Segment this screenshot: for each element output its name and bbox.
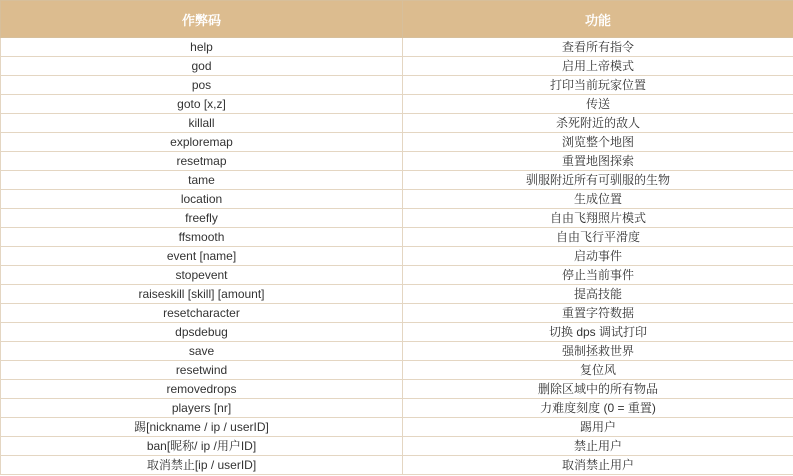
table-row bbox=[1, 247, 793, 266]
cheat-code-cell: resetcharacter bbox=[1, 304, 403, 323]
table-row bbox=[1, 380, 793, 399]
table-row bbox=[1, 304, 793, 323]
table-row bbox=[1, 361, 793, 380]
function-cell: 重置地图探索 bbox=[403, 152, 793, 171]
function-cell: 禁止用户 bbox=[403, 437, 793, 456]
cheat-code-cell: removedrops bbox=[1, 380, 403, 399]
cheat-code-cell: 踢[nickname / ip / userID] bbox=[1, 418, 403, 437]
function-cell: 力难度刻度 (0 = 重置) bbox=[403, 399, 793, 418]
cheat-code-cell: ffsmooth bbox=[1, 228, 403, 247]
function-cell: 浏览整个地图 bbox=[403, 133, 793, 152]
table-row bbox=[1, 266, 793, 285]
cheat-code-cell: event [name] bbox=[1, 247, 403, 266]
table-row bbox=[1, 114, 793, 133]
cheat-code-cell: resetmap bbox=[1, 152, 403, 171]
function-cell: 自由飞翔照片模式 bbox=[403, 209, 793, 228]
function-cell: 查看所有指令 bbox=[403, 38, 793, 57]
table-row bbox=[1, 57, 793, 76]
table-header bbox=[1, 1, 793, 38]
function-cell: 杀死附近的敌人 bbox=[403, 114, 793, 133]
function-cell: 自由飞行平滑度 bbox=[403, 228, 793, 247]
function-cell: 启动事件 bbox=[403, 247, 793, 266]
table-row bbox=[1, 456, 793, 475]
function-cell: 生成位置 bbox=[403, 190, 793, 209]
table-row bbox=[1, 437, 793, 456]
cheat-code-cell: exploremap bbox=[1, 133, 403, 152]
cheat-code-cell: save bbox=[1, 342, 403, 361]
cheat-code-cell: goto [x,z] bbox=[1, 95, 403, 114]
table-row bbox=[1, 190, 793, 209]
function-cell: 切换 dps 调试打印 bbox=[403, 323, 793, 342]
function-cell: 复位风 bbox=[403, 361, 793, 380]
table-row bbox=[1, 285, 793, 304]
cheat-code-cell: raiseskill [skill] [amount] bbox=[1, 285, 403, 304]
table-row bbox=[1, 38, 793, 57]
function-cell: 传送 bbox=[403, 95, 793, 114]
function-cell: 打印当前玩家位置 bbox=[403, 76, 793, 95]
cheat-code-cell: tame bbox=[1, 171, 403, 190]
cheat-code-cell: resetwind bbox=[1, 361, 403, 380]
cheat-code-cell: help bbox=[1, 38, 403, 57]
table-row bbox=[1, 418, 793, 437]
function-cell: 踢用户 bbox=[403, 418, 793, 437]
function-cell: 重置字符数据 bbox=[403, 304, 793, 323]
function-cell: 驯服附近所有可驯服的生物 bbox=[403, 171, 793, 190]
table-row bbox=[1, 209, 793, 228]
table-row bbox=[1, 342, 793, 361]
cheat-code-cell: 取消禁止[ip / userID] bbox=[1, 456, 403, 475]
table-body bbox=[1, 38, 793, 475]
cheat-code-cell: pos bbox=[1, 76, 403, 95]
cheat-code-cell: location bbox=[1, 190, 403, 209]
table-row bbox=[1, 323, 793, 342]
table-row bbox=[1, 228, 793, 247]
function-cell: 取消禁止用户 bbox=[403, 456, 793, 475]
function-cell: 强制拯救世界 bbox=[403, 342, 793, 361]
cheat-code-cell: god bbox=[1, 57, 403, 76]
function-cell: 删除区域中的所有物品 bbox=[403, 380, 793, 399]
table-row bbox=[1, 133, 793, 152]
cheat-code-cell: ban[昵称/ ip /用户ID] bbox=[1, 437, 403, 456]
function-cell: 提高技能 bbox=[403, 285, 793, 304]
table-row bbox=[1, 76, 793, 95]
function-cell: 启用上帝模式 bbox=[403, 57, 793, 76]
cheat-code-cell: dpsdebug bbox=[1, 323, 403, 342]
header-cheat-code: 作弊码 bbox=[1, 1, 403, 38]
cheat-code-cell: killall bbox=[1, 114, 403, 133]
header-function: 功能 bbox=[403, 1, 793, 38]
cheat-code-cell: stopevent bbox=[1, 266, 403, 285]
cheat-code-cell: freefly bbox=[1, 209, 403, 228]
table-row bbox=[1, 399, 793, 418]
function-cell: 停止当前事件 bbox=[403, 266, 793, 285]
cheat-code-cell: players [nr] bbox=[1, 399, 403, 418]
table-row bbox=[1, 171, 793, 190]
table-row bbox=[1, 152, 793, 171]
table-row bbox=[1, 95, 793, 114]
header-row bbox=[1, 1, 793, 38]
